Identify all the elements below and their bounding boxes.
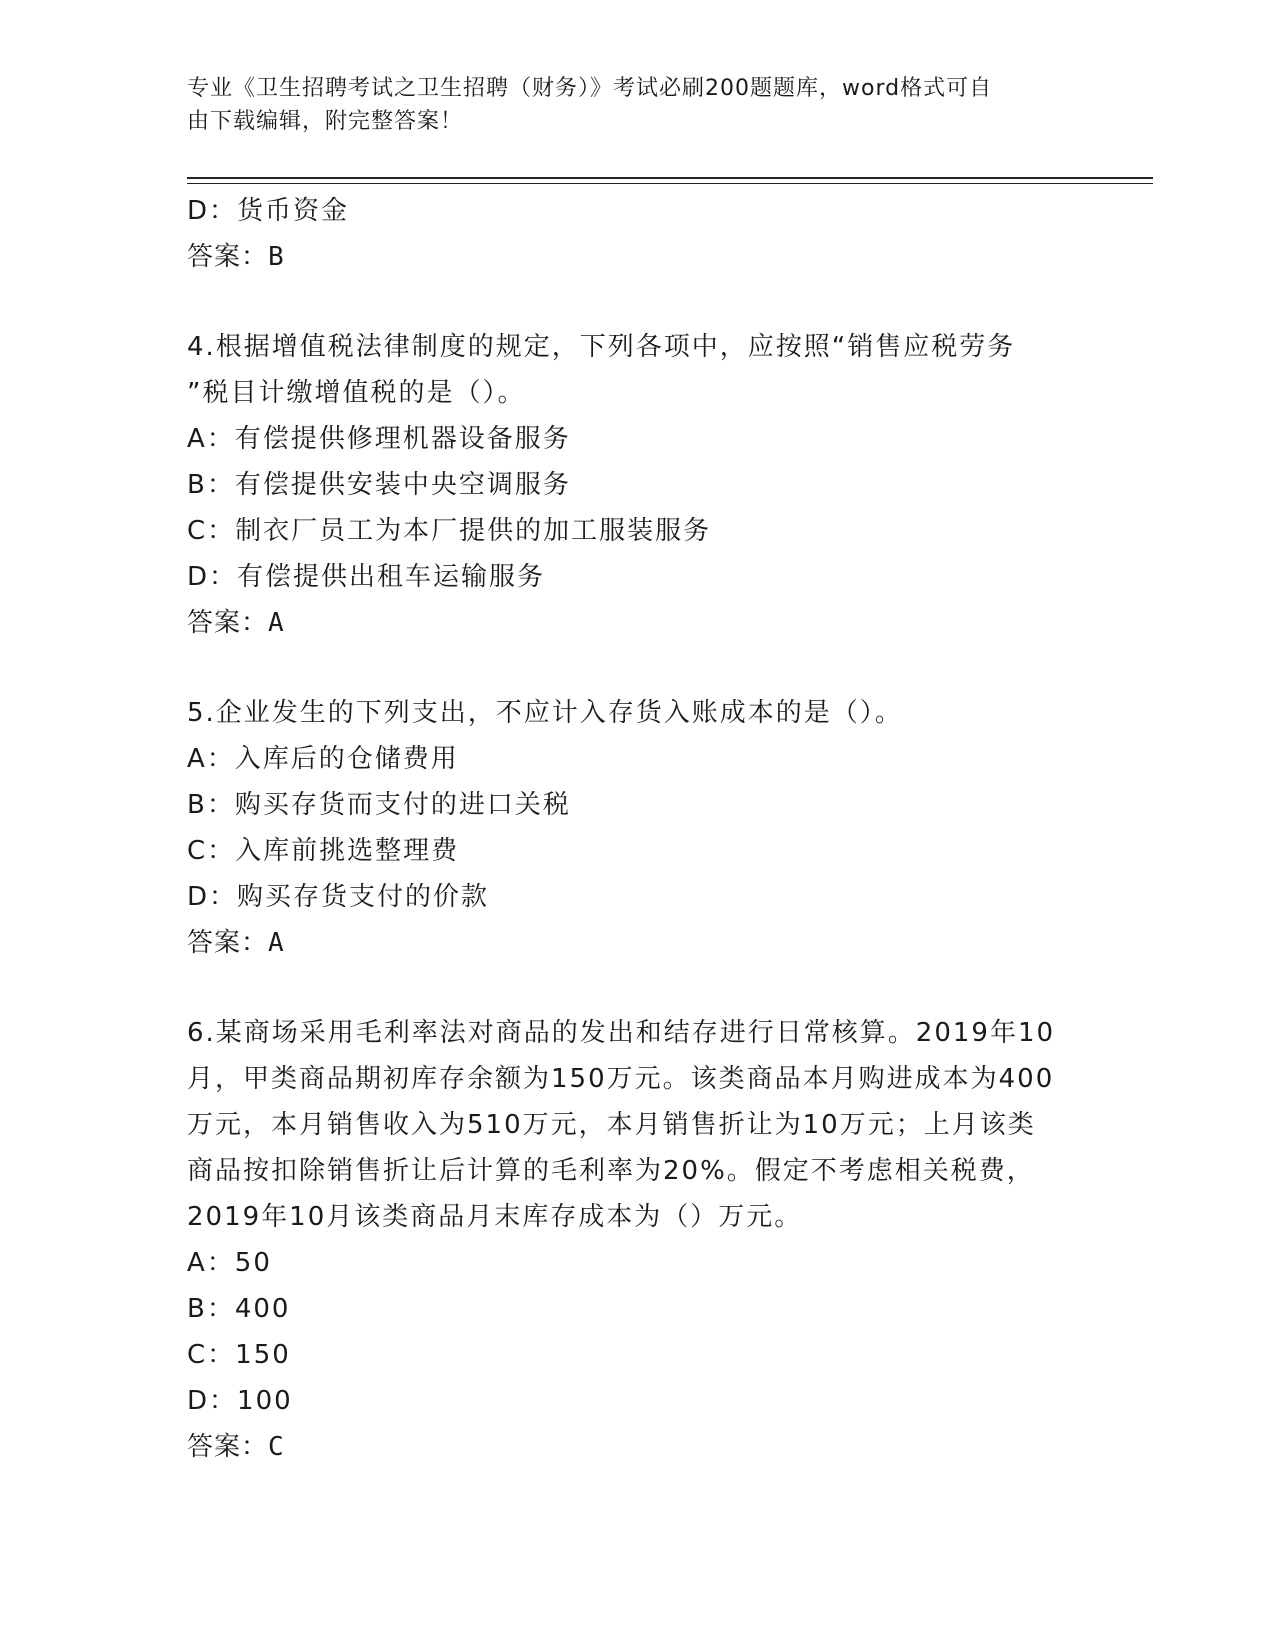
header-rule-thin: [187, 183, 1153, 184]
question-4: [187, 324, 1087, 646]
question-stem: 4.根据增值税法律制度的规定，下列各项中，应按照“销售应税劳务: [187, 332, 1016, 362]
option-b: B：400: [187, 1294, 291, 1324]
document-header: [187, 72, 1067, 138]
question-stem: 2019年10月该类商品月末库存成本为（）万元。: [187, 1202, 803, 1232]
answer-label: 答案：: [187, 608, 269, 638]
question-stem: 商品按扣除销售折让后计算的毛利率为20%。假定不考虑相关税费，: [187, 1156, 1035, 1186]
option-a: A：入库后的仓储费用: [187, 744, 459, 774]
question-stem: 6.某商场采用毛利率法对商品的发出和结存进行日常核算。2019年10: [187, 1018, 1056, 1048]
question-stem: 万元，本月销售收入为510万元，本月销售折让为10万元；上月该类: [187, 1110, 1036, 1140]
question-5: [187, 690, 1087, 966]
answer-value: B: [268, 242, 285, 272]
option-b: B：有偿提供安装中央空调服务: [187, 470, 571, 500]
answer-line: [187, 234, 1087, 280]
answer-label: 答案：: [187, 1432, 269, 1462]
answer-value: A: [268, 928, 285, 958]
answer-label: 答案：: [187, 928, 269, 958]
question-stem: 月，甲类商品期初库存余额为150万元。该类商品本月购进成本为400: [187, 1064, 1055, 1094]
header-line-2: 由下载编辑，附完整答案！: [187, 109, 464, 134]
question-6: [187, 1010, 1087, 1470]
answer-value: A: [268, 608, 285, 638]
answer-line: [187, 920, 1087, 966]
option-c: C：150: [187, 1340, 291, 1370]
option-d: D：购买存货支付的价款: [187, 882, 490, 912]
option-c: C：入库前挑选整理费: [187, 836, 460, 866]
option-d: D：有偿提供出租车运输服务: [187, 562, 546, 592]
answer-line: [187, 600, 1087, 646]
question-stem: ”税目计缴增值税的是（）。: [187, 378, 526, 408]
answer-label: 答案：: [187, 242, 269, 272]
option-c: C：制衣厂员工为本厂提供的加工服装服务: [187, 516, 712, 546]
answer-line: [187, 1424, 1087, 1470]
question-stem: 5.企业发生的下列支出，不应计入存货入账成本的是（）。: [187, 698, 903, 728]
option-a: A：有偿提供修理机器设备服务: [187, 424, 571, 454]
header-rule-thick: [187, 177, 1153, 179]
option-b: B：购买存货而支付的进口关税: [187, 790, 571, 820]
answer-value: C: [268, 1432, 285, 1462]
header-line-1: 专业《卫生招聘考试之卫生招聘（财务）》考试必刷200题题库，word格式可自: [187, 76, 993, 101]
option-d: D：货币资金: [187, 196, 350, 226]
question-content: [187, 188, 1087, 1470]
option-a: A：50: [187, 1248, 272, 1278]
option-d: D：100: [187, 1386, 293, 1416]
